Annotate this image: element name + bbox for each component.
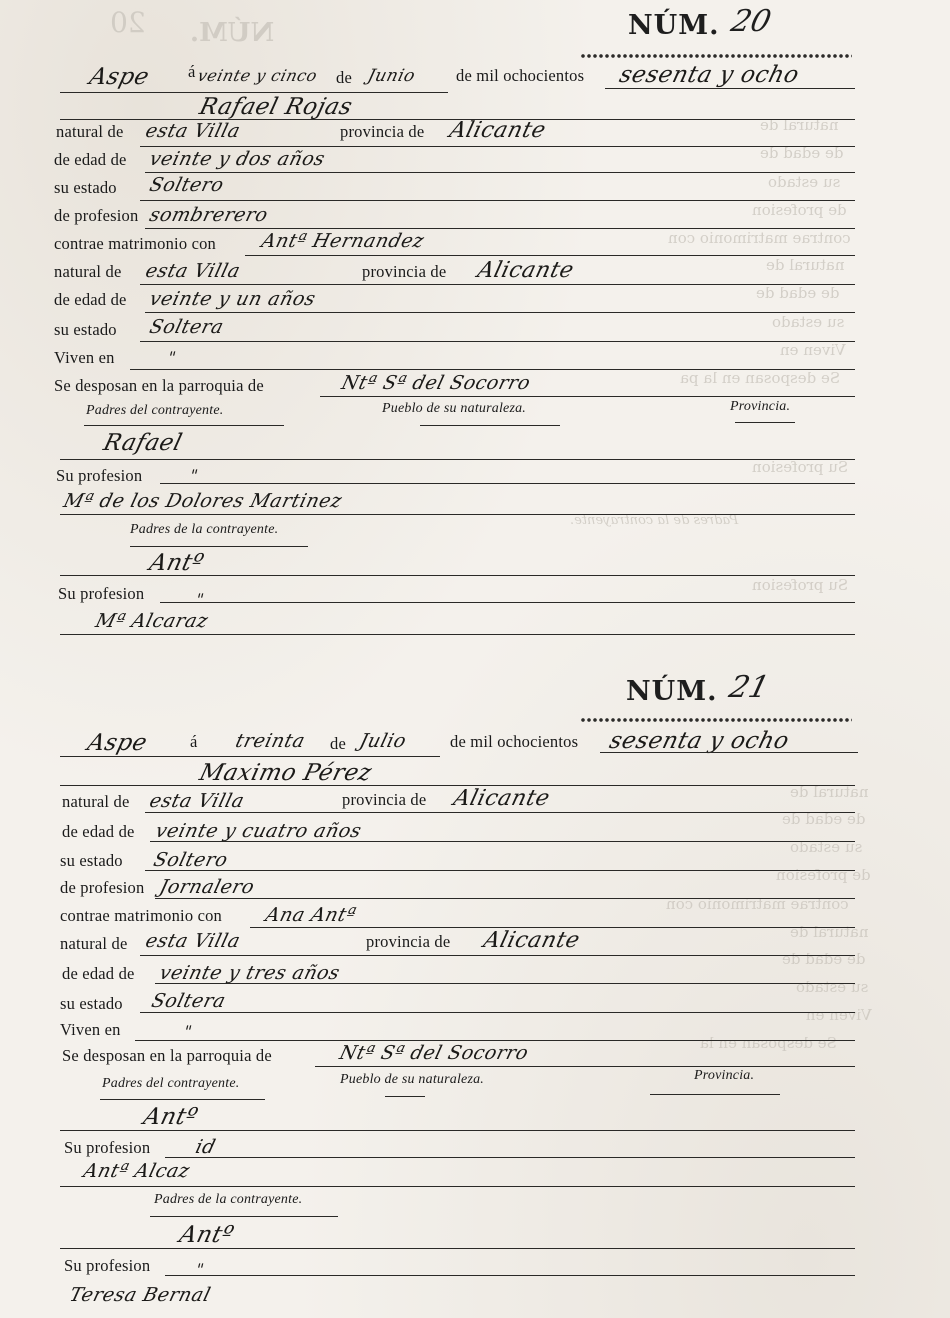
padres-contrayente-label: Padres del contrayente. <box>86 403 224 418</box>
month-value: Julio <box>357 730 409 752</box>
bride-name-value: Antª Hernandez <box>259 230 427 252</box>
rule-line <box>145 172 855 173</box>
ghost-text: natural de <box>790 923 869 941</box>
su-profesion-label: Su profesion <box>56 466 143 485</box>
rule-line <box>100 1099 265 1100</box>
su-profesion-label: Su profesion <box>64 1256 151 1275</box>
bride-name-value: Ana Antª <box>263 904 359 926</box>
contrae-label: contrae matrimonio con <box>54 234 217 253</box>
padres-contrayente-f-label: Padres de la contrayente. <box>130 522 279 537</box>
bride-province-value: Alicante <box>480 928 583 953</box>
rule-line <box>145 312 855 313</box>
su-profesion-label: Su profesion <box>58 584 145 603</box>
rule-line <box>140 341 855 342</box>
su-estado-label: su estado <box>54 320 117 339</box>
ghost-text: natural de <box>760 116 839 134</box>
groom-mother-value: Mª de los Dolores Martinez <box>61 490 345 512</box>
rule-line <box>60 1130 855 1131</box>
rule-line <box>315 1066 855 1067</box>
rule-line <box>320 396 855 397</box>
rule-line <box>600 752 858 753</box>
ghost-text: su estado <box>768 173 841 191</box>
viven-en-label: Viven en <box>60 1020 121 1039</box>
rule-line <box>155 983 855 984</box>
groom-father-value: Antº <box>140 1104 201 1130</box>
rule-line <box>165 1157 855 1158</box>
groom-name-value: Maximo Pérez <box>196 760 375 786</box>
groom-status-value: Soltero <box>151 849 231 871</box>
ghost-text: Padres de la contrayente. <box>570 513 739 528</box>
provincia-de-label: provincia de <box>342 790 427 809</box>
ghost-text: de profesion <box>752 201 847 219</box>
ghost-text: Viven en <box>780 341 846 359</box>
ghost-text: de profesion <box>776 866 871 884</box>
rule-line <box>60 575 855 576</box>
groom-province-value: Alicante <box>450 786 553 811</box>
rule-line <box>160 483 855 484</box>
provincia-de-label: provincia de <box>362 262 447 281</box>
rule-line <box>60 756 440 757</box>
viven-value: " <box>181 1022 195 1041</box>
month-value: Junio <box>365 66 418 86</box>
desposan-label: Se desposan en la parroquia de <box>54 376 264 395</box>
record-number-label: NÚM. <box>626 676 718 707</box>
rule-line <box>160 602 855 603</box>
groom-province-value: Alicante <box>446 118 549 143</box>
de-label: de <box>336 68 352 87</box>
year-value: sesenta y ocho <box>616 62 802 88</box>
rule-line <box>60 1248 855 1249</box>
bride-age-value: veinte y un años <box>147 288 319 310</box>
year-value: sesenta y ocho <box>606 728 792 754</box>
rule-line <box>60 92 448 93</box>
ghost-text: su estado <box>772 313 845 331</box>
bride-mother-value: Mª Alcaraz <box>93 610 211 632</box>
bride-province-value: Alicante <box>474 258 577 283</box>
a-label: á <box>188 62 196 81</box>
edad-de-label: de edad de <box>62 822 135 841</box>
rule-line <box>605 88 855 89</box>
bride-father-value: Antº <box>176 1222 237 1248</box>
bride-origin-value: esta Villa <box>143 930 243 952</box>
groom-father-profession-value: " <box>187 466 201 485</box>
groom-father-profession-value: id <box>193 1136 218 1158</box>
rule-line <box>145 870 855 871</box>
rule-line <box>145 812 855 813</box>
bride-age-value: veinte y tres años <box>157 962 343 984</box>
rule-line <box>735 422 795 423</box>
day-value: veinte y cinco <box>195 66 320 85</box>
ghost-text: Se desposan en la <box>700 1034 837 1052</box>
rule-line <box>145 228 855 229</box>
bride-origin-value: esta Villa <box>143 260 243 282</box>
rule-line <box>140 284 855 285</box>
groom-origin-value: esta Villa <box>143 120 243 142</box>
ghost-text: de edad de <box>756 284 840 302</box>
rule-line <box>150 841 855 842</box>
rule-line <box>140 200 855 201</box>
rule-line <box>60 1186 855 1187</box>
profesion-label: de profesion <box>54 206 139 225</box>
groom-profession-value: sombrerero <box>147 204 271 226</box>
groom-status-value: Soltero <box>147 174 227 196</box>
de-mil-label: de mil ochocientos <box>456 66 585 85</box>
bride-father-value: Antº <box>146 550 207 576</box>
record-number-value: 21 <box>725 670 773 705</box>
rule-line <box>60 634 855 635</box>
pueblo-label: Pueblo de su naturaleza. <box>340 1072 485 1087</box>
a-label: á <box>190 732 198 751</box>
groom-name-value: Rafael Rojas <box>196 94 356 120</box>
rule-line <box>140 955 855 956</box>
padres-contrayente-label: Padres del contrayente. <box>102 1076 240 1091</box>
ghost-text: natural de <box>790 783 869 801</box>
day-value: treinta <box>233 730 308 752</box>
rule-line <box>650 1094 780 1095</box>
decorative-divider <box>580 52 852 60</box>
ghost-text: natural de <box>766 256 845 274</box>
pueblo-label: Pueblo de su naturaleza. <box>382 401 527 416</box>
rule-line <box>140 1012 855 1013</box>
place-value: Aspe <box>86 64 152 90</box>
ghost-text: de edad de <box>782 810 866 828</box>
bride-status-value: Soltera <box>147 316 227 338</box>
natural-de-label: natural de <box>56 122 124 141</box>
su-estado-label: su estado <box>54 178 117 197</box>
ghost-text: contrae matrimonio con <box>668 229 851 247</box>
provincia-column-label: Provincia. <box>694 1068 755 1083</box>
record-number-label: NÚM. <box>628 10 720 41</box>
ghost-text: su estado <box>796 978 869 996</box>
provincia-column-label: Provincia. <box>730 399 791 414</box>
padres-contrayente-f-label: Padres de la contrayente. <box>154 1192 303 1207</box>
bride-father-profession-value: " <box>193 1260 207 1279</box>
profesion-label: de profesion <box>60 878 145 897</box>
de-mil-label: de mil ochocientos <box>450 732 579 751</box>
provincia-de-label: provincia de <box>366 932 451 951</box>
ghost-num-value: 20 <box>110 6 146 39</box>
rule-line <box>135 1040 855 1041</box>
su-profesion-label: Su profesion <box>64 1138 151 1157</box>
rule-line <box>385 1096 425 1097</box>
parish-value: Ntª Sª del Socorro <box>339 372 533 394</box>
decorative-divider <box>580 716 852 724</box>
ghost-text: de edad de <box>782 950 866 968</box>
rule-line <box>150 1216 338 1217</box>
su-estado-label: su estado <box>60 994 123 1013</box>
place-value: Aspe <box>84 730 150 756</box>
rule-line <box>245 255 855 256</box>
bride-mother-value: Teresa Bernal <box>67 1284 214 1306</box>
provincia-de-label: provincia de <box>340 122 425 141</box>
bride-status-value: Soltera <box>149 990 229 1012</box>
ghost-num-head: NÚM. <box>190 18 275 48</box>
natural-de-label: natural de <box>62 792 130 811</box>
edad-de-label: de edad de <box>54 150 127 169</box>
ghost-text: contrae matrimonio con <box>666 895 849 913</box>
edad-de-label: de edad de <box>54 290 127 309</box>
ghost-text: Se desposan en la pa <box>680 369 841 387</box>
rule-line <box>130 546 308 547</box>
rule-line <box>60 514 855 515</box>
rule-line <box>60 459 855 460</box>
record-number-value: 20 <box>727 4 775 39</box>
rule-line <box>155 898 855 899</box>
de-label: de <box>330 734 346 753</box>
groom-profession-value: Jornalero <box>157 876 257 898</box>
natural-de-label: natural de <box>54 262 122 281</box>
groom-father-value: Rafael <box>100 430 185 456</box>
su-estado-label: su estado <box>60 851 123 870</box>
bride-father-profession-value: " <box>193 590 207 609</box>
groom-mother-value: Antª Alcaz <box>81 1160 193 1182</box>
ghost-text: Viven en <box>806 1006 872 1024</box>
rule-line <box>420 425 560 426</box>
ghost-text: su estado <box>790 838 863 856</box>
ghost-text: Su profesion <box>752 576 849 594</box>
edad-de-label: de edad de <box>62 964 135 983</box>
ghost-text: Su profesion <box>752 458 849 476</box>
rule-line <box>84 425 284 426</box>
rule-line <box>165 1275 855 1276</box>
natural-de-label: natural de <box>60 934 128 953</box>
rule-line <box>140 146 855 147</box>
contrae-label: contrae matrimonio con <box>60 906 223 925</box>
rule-line <box>130 369 855 370</box>
viven-en-label: Viven en <box>54 348 115 367</box>
groom-origin-value: esta Villa <box>147 790 247 812</box>
groom-age-value: veinte y cuatro años <box>153 820 364 842</box>
groom-age-value: veinte y dos años <box>147 148 328 170</box>
desposan-label: Se desposan en la parroquia de <box>62 1046 272 1065</box>
ghost-text: de edad de <box>760 144 844 162</box>
viven-value: " <box>165 348 179 367</box>
parish-value: Ntª Sª del Socorro <box>337 1042 531 1064</box>
